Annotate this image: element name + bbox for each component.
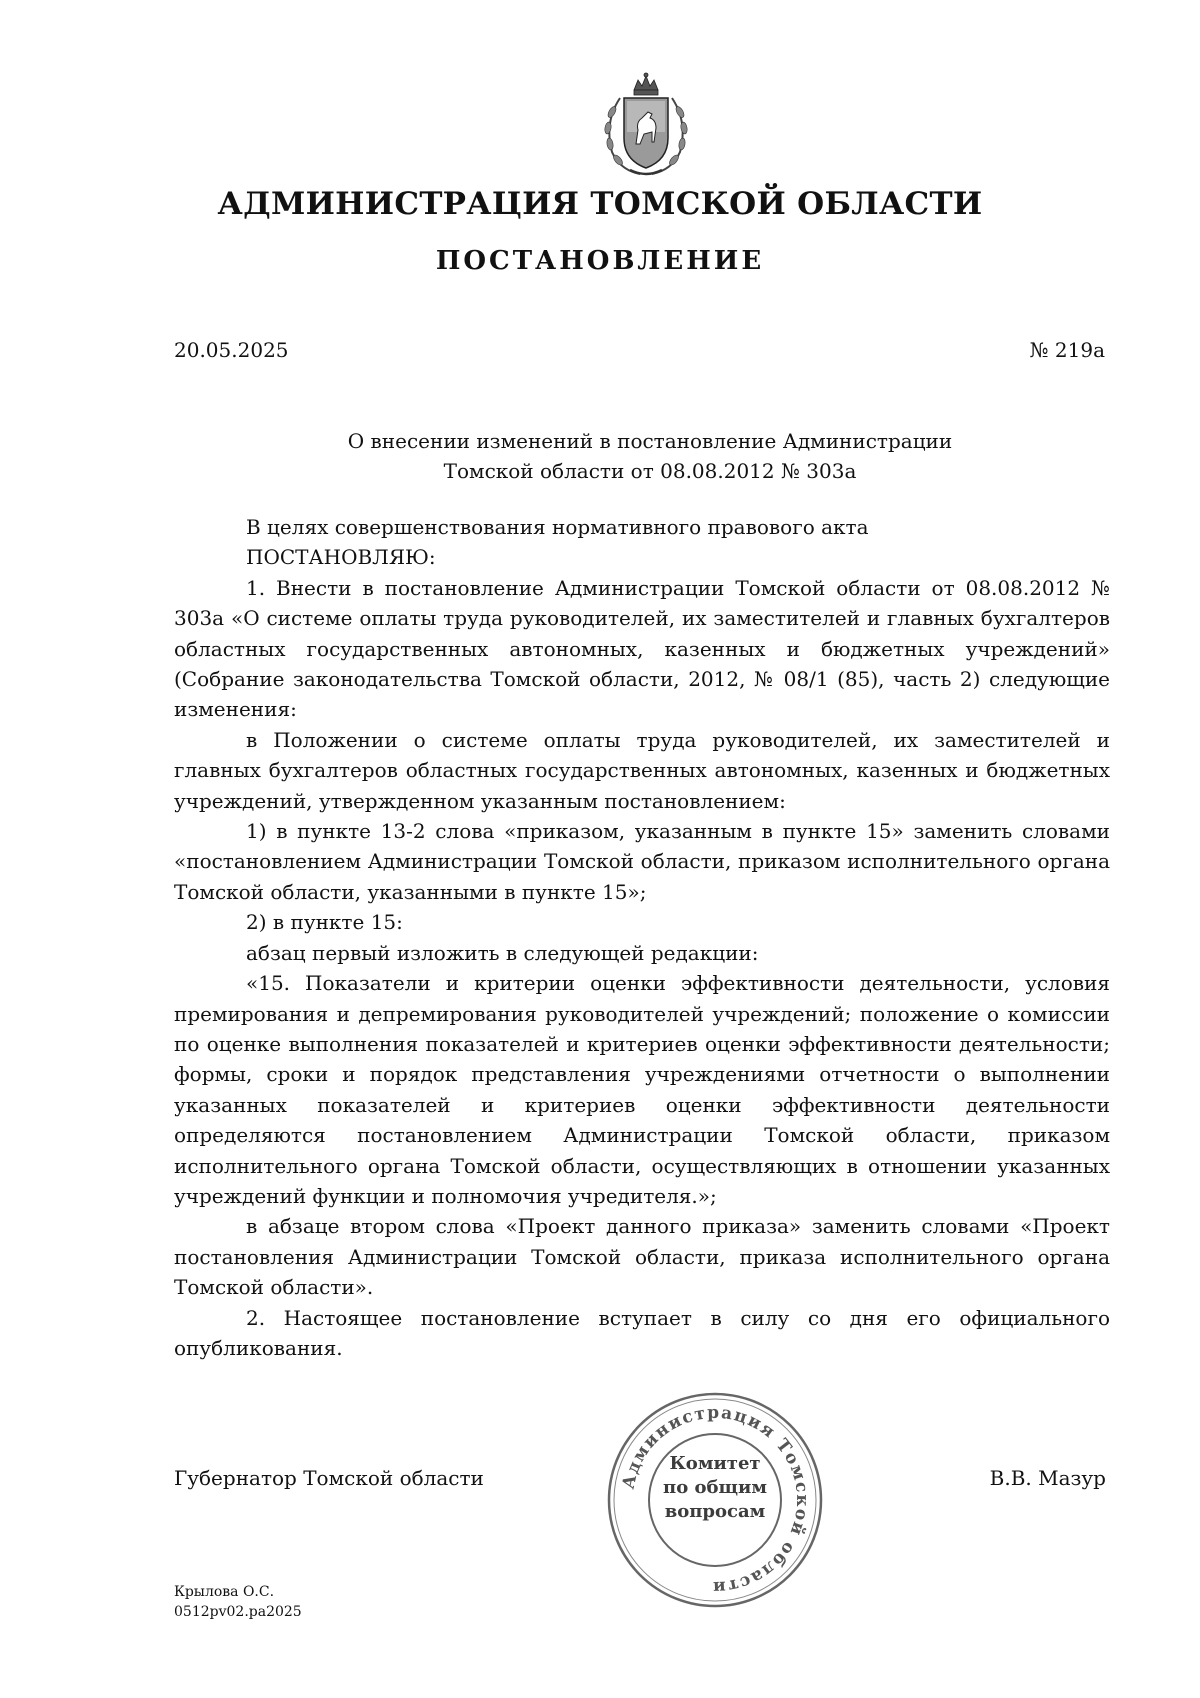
body-paragraph: абзац первый изложить в следующей редакции: bbox=[246, 940, 759, 965]
document-type-heading: ПОСТАНОВЛЕНИЕ bbox=[435, 246, 765, 276]
stamp-center-text bbox=[600, 1452, 830, 1524]
body-paragraph: 2) в пункте 15: bbox=[246, 910, 403, 935]
body-paragraph: 1) в пункте 13-2 слова «приказом, указанным в пункте 15» заменить словами «постановлением Администрации Томской области, приказом исполнительного органа Томской области, указанными в пункте 15»; bbox=[174, 819, 1110, 904]
executor-note bbox=[174, 1582, 302, 1622]
body-paragraph: в Положении о системе оплаты труда руководителей, их заместителей и главных бухгалтеров областных государственных автономных, казенных и бюджетных учреждений, утвержденном указанным постановлением: bbox=[174, 727, 1110, 813]
organization-title: АДМИНИСТРАЦИЯ ТОМСКОЙ ОБЛАСТИ bbox=[217, 186, 983, 222]
subject-line: Томской области от 08.08.2012 № 303а bbox=[443, 459, 857, 483]
executor-code: 0512pv02.pa2025 bbox=[174, 1604, 302, 1620]
stamp-center-line: Комитет bbox=[669, 1453, 761, 1474]
document-number: № 219а bbox=[1029, 338, 1105, 362]
coat-of-arms-icon bbox=[594, 72, 698, 180]
body-paragraph: в абзаце втором слова «Проект данного приказа» заменить словами «Проект постановления Администрации Томской области, приказа исполнительного органа Томской области». bbox=[174, 1214, 1110, 1300]
document-subject bbox=[260, 426, 1040, 486]
document-date: 20.05.2025 bbox=[174, 338, 289, 362]
body-paragraph: 2. Настоящее постановление вступает в силу со дня его официального опубликования. bbox=[174, 1305, 1110, 1360]
decree-word: ПОСТАНОВЛЯЮ: bbox=[246, 545, 436, 570]
document-body bbox=[174, 512, 1110, 1363]
subject-line: О внесении изменений в постановление Администрации bbox=[347, 429, 953, 453]
preamble-paragraph: В целях совершенствования нормативного правового акта bbox=[246, 515, 869, 539]
executor-name: Крылова О.С. bbox=[174, 1584, 275, 1600]
stamp-center-line: по общим bbox=[663, 1477, 767, 1498]
signatory-name: В.В. Мазур bbox=[989, 1466, 1106, 1490]
signatory-title: Губернатор Томской области bbox=[174, 1466, 484, 1490]
stamp-ring-text: Администрация Томской области bbox=[618, 1402, 813, 1598]
body-paragraph: 1. Внести в постановление Администрации Томской области от 08.08.2012 № 303а «О системе оплаты труда руководителей, их заместителей и главных бухгалтеров областных государственных автономных, казенных и бюджетных учреждений» (Собрание законодательства Томской области, 2012, № 08/1 (85), часть 2) следующие изменения: bbox=[174, 575, 1110, 722]
official-stamp bbox=[600, 1390, 830, 1610]
body-paragraph: «15. Показатели и критерии оценки эффективности деятельности, условия премирования и депремирования руководителей учреждений; положение о комиссии по оценке выполнения показателей и критериев оценки эффективности деятельности; формы, сроки и порядок представления учреждениями отчетности о выполнении указанных показателей и критериев оценки эффективности деятельности определяются постановлением Администрации Томской области, приказом исполнительного органа Томской области, осуществляющих в отношении указанных учреждений функции и полномочия учредителя.»; bbox=[174, 971, 1110, 1208]
stamp-center-line: вопросам bbox=[664, 1501, 766, 1522]
